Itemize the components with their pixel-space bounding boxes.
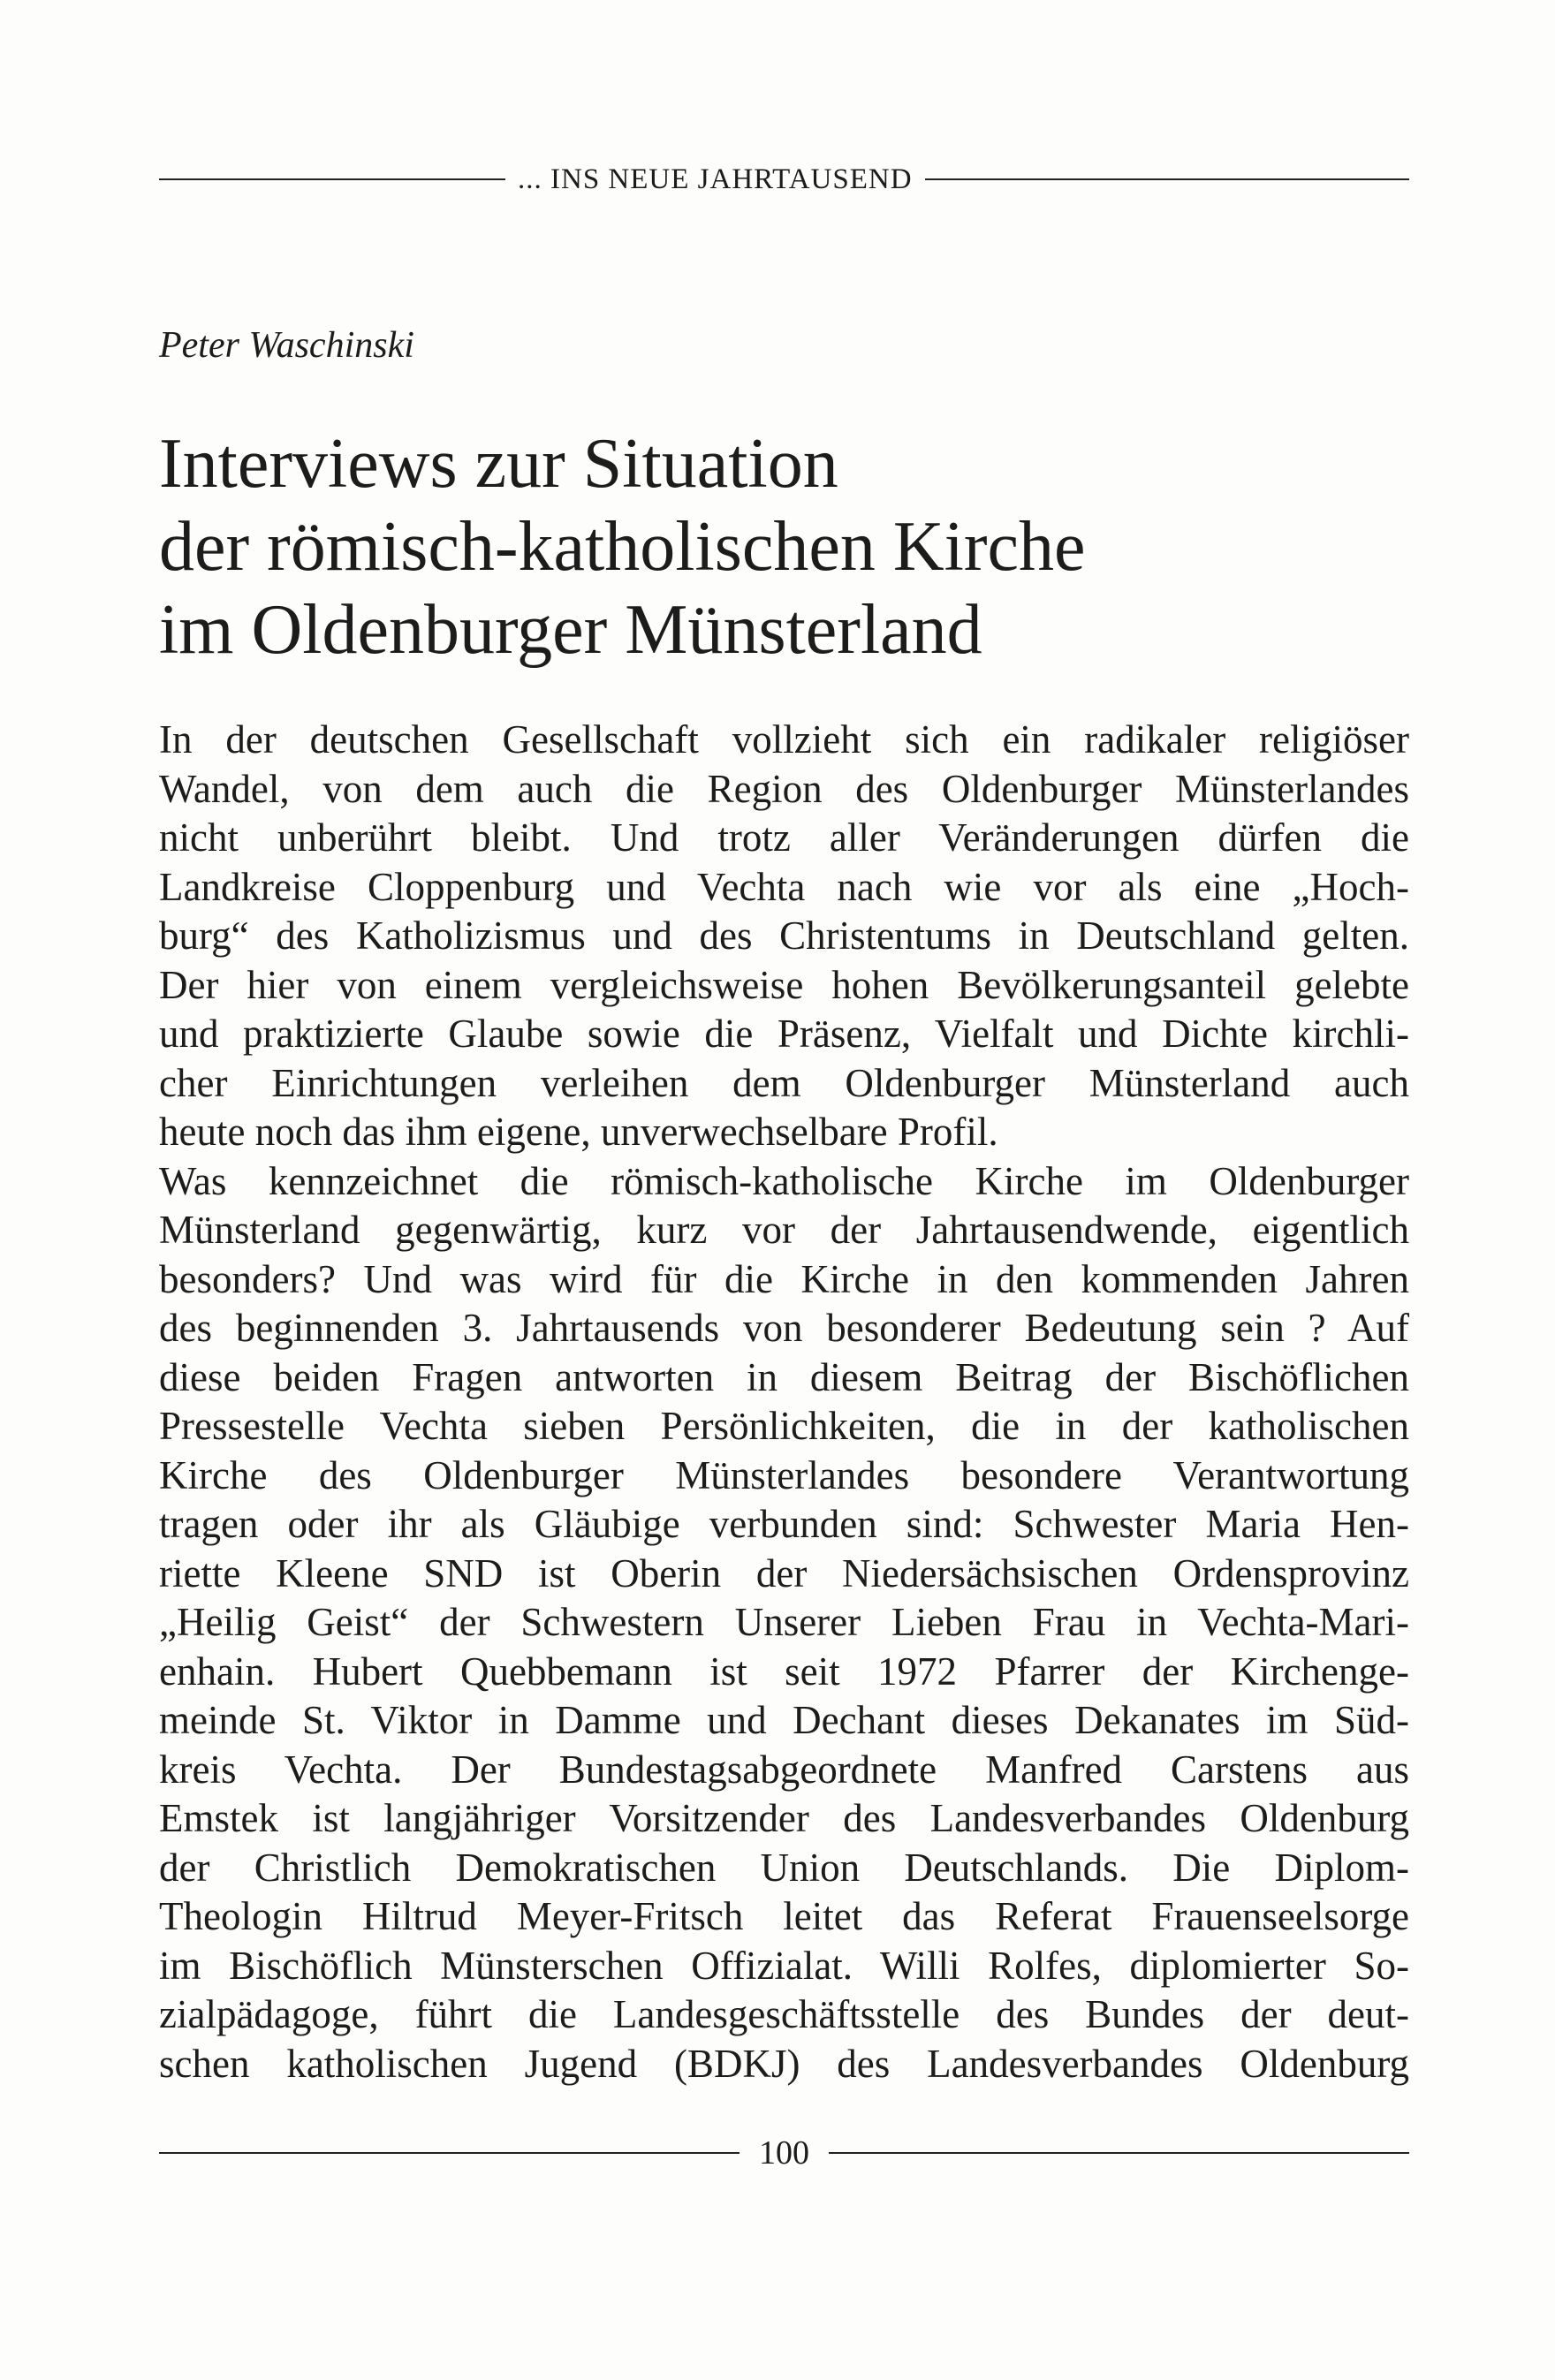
body-line: Was kennzeichnet die römisch-katholische Kirche im Oldenburger (159, 1158, 1409, 1203)
body-line: Münsterland gegenwärtig, kurz vor der Jahrtausendwende, eigentlich (159, 1208, 1409, 1252)
body-line: Landkreise Cloppenburg und Vechta nach wie vor als eine „Hoch- (159, 864, 1409, 909)
body-line: burg“ des Katholizismus und des Christentums in Deutschland gelten. (159, 913, 1409, 958)
body-line: riette Kleene SND ist Oberin der Niedersächsischen Ordensprovinz (159, 1550, 1409, 1596)
body-line: im Bischöflich Münsterschen Offizialat. Willi Rolfes, diplomierter So- (159, 1943, 1409, 1988)
page-footer (159, 2131, 1409, 2175)
body-line: diese beiden Fragen antworten in diesem Beitrag der Bischöflichen (159, 1354, 1409, 1399)
header-rule-left (159, 178, 505, 180)
body-line: schen katholischen Jugend (BDKJ) des Landesverbandes Oldenburg (159, 2041, 1409, 2086)
body-line: Wandel, von dem auch die Region des Oldenburger Münsterlandes (159, 766, 1409, 811)
running-header (159, 157, 1409, 201)
body-line: besonders? Und was wird für die Kirche in den kommenden Jahren (159, 1256, 1409, 1301)
body-line: In der deutschen Gesellschaft vollzieht sich ein radikaler religiöser (159, 717, 1409, 762)
title-line: der römisch-katholischen Kirche (159, 508, 1086, 586)
book-page (159, 0, 1409, 2380)
article-title (159, 422, 1409, 671)
body-line: nicht unberührt bleibt. Und trotz aller Veränderungen dürfen die (159, 815, 1409, 860)
footer-rule-right (829, 2152, 1409, 2154)
body-line: Theologin Hiltrud Meyer-Fritsch leitet das Referat Frauenseelsorge (159, 1894, 1409, 1938)
body-line: cher Einrichtungen verleihen dem Oldenburger Münsterland auch (159, 1060, 1409, 1105)
body-line: zialpädagoge, führt die Landesgeschäftsstelle des Bundes der deut- (159, 1992, 1409, 2036)
body-line: „Heilig Geist“ der Schwestern Unserer Lieben Frau in Vechta-Mari- (159, 1600, 1409, 1644)
title-line: im Oldenburger Münsterland (159, 591, 982, 669)
title-line: Interviews zur Situation (159, 425, 838, 503)
page-number: 100 (759, 2134, 809, 2172)
body-line: meinde St. Viktor in Damme und Dechant dieses Dekanates im Süd- (159, 1698, 1409, 1742)
body-line: enhain. Hubert Quebbemann ist seit 1972 Pfarrer der Kirchenge- (159, 1649, 1409, 1694)
body-line: und praktizierte Glaube sowie die Präsenz, Vielfalt und Dichte kirchli- (159, 1012, 1409, 1056)
body-line: heute noch das ihm eigene, unverwechselbare Profil. (159, 1110, 998, 1154)
body-line: kreis Vechta. Der Bundestagsabgeordnete Manfred Carstens aus (159, 1747, 1409, 1792)
body-line: der Christlich Demokratischen Union Deutschlands. Die Diplom- (159, 1845, 1409, 1890)
footer-rule-left (159, 2152, 740, 2154)
body-line: Kirche des Oldenburger Münsterlandes besondere Verantwortung (159, 1452, 1409, 1497)
body-text (159, 716, 1409, 2088)
body-line: tragen oder ihr als Gläubige verbunden sind: Schwester Maria Hen- (159, 1502, 1409, 1546)
header-rule-right (925, 178, 1409, 180)
body-line: Pressestelle Vechta sieben Persönlichkeiten, die in der katholischen (159, 1404, 1409, 1448)
body-line: des beginnenden 3. Jahrtausends von besonderer Bedeutung sein ? Auf (159, 1306, 1409, 1350)
running-header-text: ... INS NEUE JAHRTAUSEND (518, 163, 913, 195)
author-name: Peter Waschinski (159, 325, 414, 366)
body-line: Emstek ist langjähriger Vorsitzender des Landesverbandes Oldenburg (159, 1796, 1409, 1840)
body-line: Der hier von einem vergleichsweise hohen Bevölkerungsanteil gelebte (159, 962, 1409, 1007)
